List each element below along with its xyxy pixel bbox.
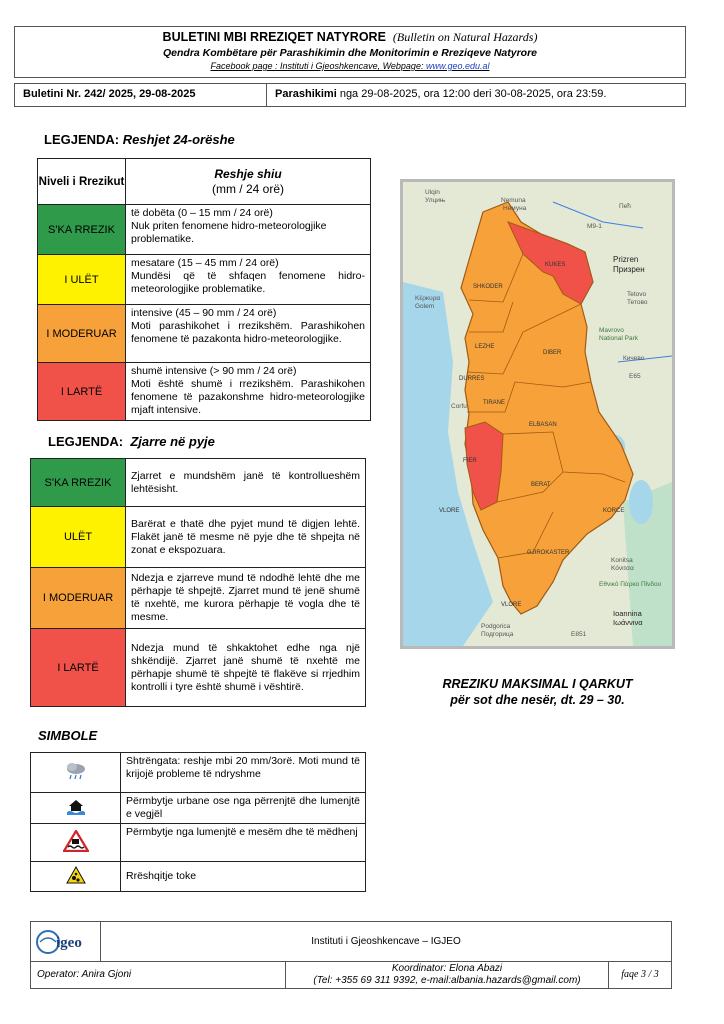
rain-amount: intensive (45 – 90 mm / 24 orë) [131,307,277,319]
legend-label: LEGJENDA: [48,434,124,449]
map-label-kukes: KUKES [545,262,566,268]
level-low: I ULËT [38,255,126,305]
map-road-e851: E851 [571,631,587,638]
map-label-gjirokaster: GJIROKASTER [527,550,570,556]
level-moderate: I MODERUAR [31,568,126,629]
caption-line-1: RREZIKU MAKSIMAL I QARKUT [442,677,633,691]
rain-description: Nuk priten fenomene hidro-meteorologjike problematike. [131,220,327,245]
institute-name: Instituti i Gjeoshkencave – IGJEO [311,936,461,947]
symbols-table [30,752,366,892]
coordinator-name: Koordinator: Elona Abazi [391,963,503,974]
forecast-label: Parashikimi [275,88,337,100]
forecast-period [267,84,606,106]
rain-header-unit: (mm / 24 orë) [211,181,284,196]
level-high: I LARTË [31,629,126,707]
symbol-cell [31,862,121,892]
map-place-ulqin-cyr: Golem [415,303,435,310]
risk-map [400,179,675,649]
legend-subtitle: Zjarre në pyje [130,434,215,449]
bulletin-footer [30,921,672,989]
map-label-shkoder: SHKODER [473,284,503,290]
map-place-podgorica: Ulqin [425,189,440,196]
map-caption [400,676,675,708]
rain-header-title: Reshje shiu [214,166,282,181]
legend-subtitle: Reshjet 24-orëshe [122,132,235,147]
symbol-description: Përmbytje urbane ose nga përrenjtë dhe lumenjtë e vegjël [121,793,366,824]
urban-flood-icon [66,798,86,816]
map-place-mavrovo: Mavrovo [599,327,624,334]
igeo-logo-icon [36,926,96,958]
map-label-elbasan: ELBASAN [529,422,557,428]
level-none: S'KA RREZIK [31,459,126,507]
legend-label: LEGJENDA: [44,132,120,147]
map-place-ioannina: Ioannina [613,609,642,618]
map-place-podgorica-cyr: Улцињ [425,197,446,204]
map-place-tetovo-cyr: Тетово [627,299,648,306]
fire-description: Ndezja e zjarreve mund të ndodhë lehtë dhe me përhapje të shpejtë. Zjarret mund të jenë shumë të nxehtë, me kurora përhapje të vogla dhe të mesme. [126,568,366,629]
webpage-link[interactable]: www.geo.edu.al [425,61,490,71]
albania-risk-map [403,182,672,646]
coordinator [286,962,609,989]
thunderstorm-icon [65,761,87,781]
map-road-m9: M9-1 [587,223,602,230]
title-text: BULETINI MBI RREZIQET NATYRORE [162,30,386,44]
rain-legend-title [44,132,235,147]
level-moderate: I MODERUAR [38,305,126,363]
map-label-korce: KORCE [603,508,625,514]
map-place-ulqin: Κέρκυρα [415,295,441,302]
map-road-e65: E65 [629,373,641,380]
map-place-pindos: Εθνικό Πάρκο Πίνδου [599,581,662,588]
map-label-diber: DIBER [543,350,562,356]
map-place-prizren-cyr: Призрен [613,265,645,274]
level-none: S'KA RREZIK [38,205,126,255]
rain-amount: të dobëta (0 – 15 mm / 24 orë) [131,207,273,219]
fire-description: Barërat e thatë dhe pyjet mund të digjen lehtë. Flakët janë të mesme në pyje dhe të shpejta në zonat e ekspozuara. [126,507,366,568]
fire-description: Ndezja mund të shkaktohet edhe nga një shkëndijë. Zjarret janë shumë të nxehtë me përhapje shumë të shpejtë të flakëve si rrjedhim kontrolli i tyre është shumë i vështirë. [126,629,366,707]
contact-links [15,61,685,71]
map-place-tetovo: Tetovo [627,291,647,298]
level-high: I LARTË [38,363,126,421]
rain-amount: mesatare (15 – 45 mm / 24 orë) [131,257,279,269]
map-label-durres: DURRES [459,376,485,382]
landslide-icon [66,866,86,884]
rain-amount: shumë intensive (> 90 mm / 24 orë) [131,365,297,377]
rain-header [126,159,371,205]
rain-row-high [126,363,371,421]
level-low: ULËT [31,507,126,568]
map-place-national-park: National Park [599,335,639,342]
symbols-title: SIMBOLE [38,728,98,743]
symbol-description: Rrëshqitje toke [121,862,366,892]
level-header: Niveli i Rrezikut [38,159,126,205]
map-place-pec: Пећ [619,203,631,210]
bulletin-info-row [14,83,686,107]
rain-row-moderate [126,305,371,363]
map-label-berat: BERAT [531,482,551,488]
river-flood-icon [63,830,89,852]
bulletin-title [15,30,685,45]
map-place-nemuna-cyr: Немуна [503,205,527,212]
map-label-tirane: TIRANE [483,400,506,406]
map-label-vlore-south: VLORE [501,602,522,608]
rain-legend-table [37,158,371,421]
rain-row-none [126,205,371,255]
facebook-text: Facebook page : Instituti i Gjeoshkencave, Webpage: [210,61,426,71]
bulletin-subtitle: Qendra Kombëtare për Parashikimin dhe Monitorimin e Rreziqeve Natyrore [162,47,538,59]
map-place-ioannina-gr: Ιωάννινα [613,618,643,627]
forecast-text: nga 29-08-2025, ora 12:00 deri 30-08-2025, ora 23:59. [336,88,607,100]
rain-description: Moti parashikohet i rrezikshëm. Parashikohen fenomene të pazakonta hidro-meteorologjike. [131,320,365,345]
operator: Operator: Anira Gjoni [31,962,286,989]
rain-description: Moti është shumë i rrezikshëm. Parashikohen fenomene të pazakonshme hidro-meteorologjike mjaft intensive. [131,378,365,416]
caption-line-2: për sot dhe nesër, dt. 29 – 30. [450,693,625,707]
rain-description: Mundësi që të shfaqen fenomene hidro-meteorologjike problematike. [131,270,365,295]
map-label-vlore-north: VLORE [439,508,460,514]
map-place-konitsa-gr: Κόνιτσα [611,565,634,572]
map-label-fier: FIER [463,458,477,464]
map-place-nemuna: Nemuna [501,197,526,204]
page-number: faqe 3 / 3 [621,969,659,980]
rain-row-low [126,255,371,305]
map-place-kicevo: Кичево [623,355,645,362]
fire-description: Zjarret e mundshëm janë të kontrollueshëm lehtësisht. [126,459,366,507]
map-label-lezhe: LEZHE [475,344,495,350]
symbol-cell [31,824,121,862]
logo-text: igeo [55,934,82,951]
map-place-prizren: Prizren [613,255,639,264]
bulletin-header [14,26,686,78]
symbol-cell [31,793,121,824]
symbol-description: Shtrëngata: reshje mbi 20 mm/3orë. Moti mund të krijojë probleme të ndryshme [121,753,366,793]
map-place-corfu-gr: Подгорица [481,631,514,638]
fire-legend-table [30,458,366,707]
fire-legend-title [48,434,215,449]
map-place-corfu: Podgorica [481,623,511,630]
map-place-konitsa: Konitsa [611,557,633,564]
coordinator-contact: (Tel: +355 69 311 9392, e-mail:albania.hazards@gmail.com) [313,975,581,986]
bulletin-number: Buletini Nr. 242/ 2025, 29-08-2025 [15,84,267,106]
igeo-logo [31,922,101,961]
title-english: (Bulletin on Natural Hazards) [392,30,538,44]
symbol-cell [31,753,121,793]
symbol-description: Përmbytje nga lumenjtë e mesëm dhe të mëdhenj [121,824,366,862]
map-place-golem: Corfu [451,403,467,410]
